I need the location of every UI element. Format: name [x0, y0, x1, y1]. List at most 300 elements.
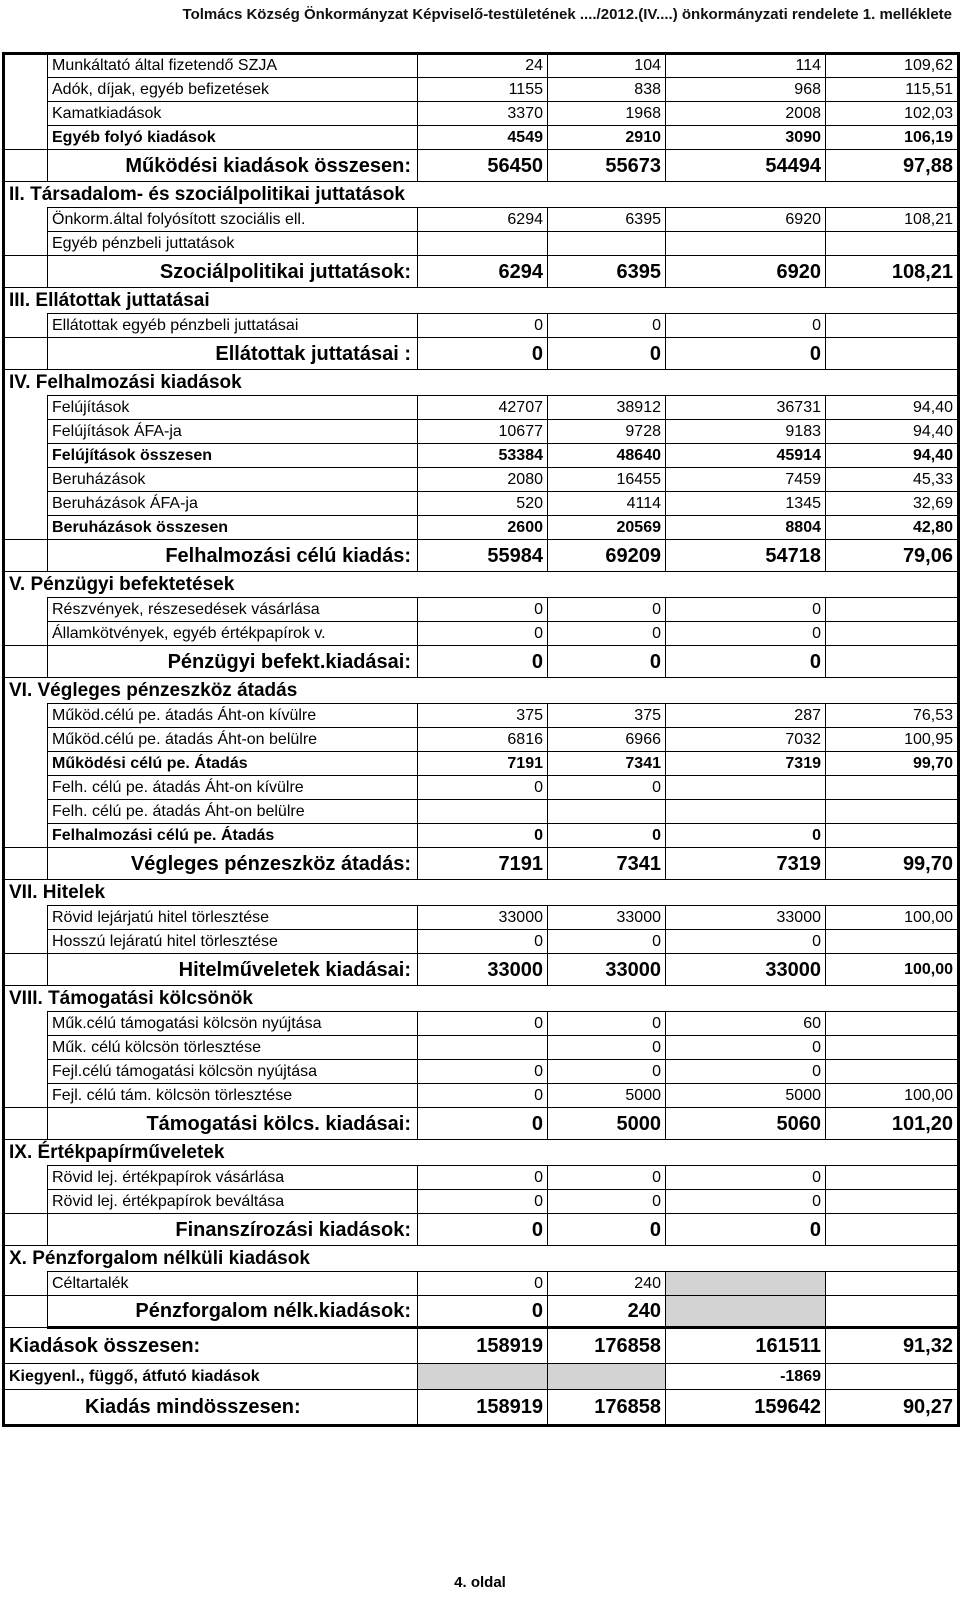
value-cell-v3: 33000	[666, 906, 826, 930]
row-label: Egyéb pénzbeli juttatások	[48, 232, 418, 256]
percent-cell	[826, 646, 959, 678]
value-cell-v3: 5000	[666, 1084, 826, 1108]
value-cell-v2: 0	[548, 776, 666, 800]
value-cell-v1: 0	[418, 1060, 548, 1084]
row-label: Felhalmozási célú pe. Átadás	[48, 824, 418, 848]
value-cell-v3: 7459	[666, 468, 826, 492]
row-label: Rövid lej. értékpapírok vásárlása	[48, 1166, 418, 1190]
total-row	[4, 1108, 959, 1140]
value-cell-v3: 54494	[666, 150, 826, 182]
row-label: Felh. célú pe. átadás Áht-on belülre	[48, 800, 418, 824]
value-cell-v1: 0	[418, 338, 548, 370]
row-label: Hosszú lejáratú hitel törlesztése	[48, 930, 418, 954]
value-cell-v1: 2080	[418, 468, 548, 492]
table-row	[4, 1036, 959, 1060]
indent-cell	[4, 824, 48, 848]
percent-cell: 94,40	[826, 420, 959, 444]
value-cell-v1: 42707	[418, 396, 548, 420]
row-label: Működ.célú pe. átadás Áht-on belülre	[48, 728, 418, 752]
table-row	[4, 54, 959, 78]
percent-cell	[826, 1166, 959, 1190]
value-cell-v3: 968	[666, 78, 826, 102]
indent-cell	[4, 256, 48, 288]
percent-cell: 115,51	[826, 78, 959, 102]
row-label: Egyéb folyó kiadások	[48, 126, 418, 150]
section-heading-row	[4, 288, 959, 314]
section-heading-row	[4, 182, 959, 208]
indent-cell	[4, 622, 48, 646]
percent-cell	[826, 1272, 959, 1296]
indent-cell	[4, 930, 48, 954]
table-row	[4, 824, 959, 848]
value-cell-v2: 0	[548, 1166, 666, 1190]
total-row	[4, 848, 959, 880]
value-cell-v2: 240	[548, 1272, 666, 1296]
row-label: Kamatkiadások	[48, 102, 418, 126]
table-row	[4, 704, 959, 728]
indent-cell	[4, 954, 48, 986]
value-cell-v2: 5000	[548, 1108, 666, 1140]
value-cell-v3: 33000	[666, 954, 826, 986]
value-cell-v2: 5000	[548, 1084, 666, 1108]
section-heading-row	[4, 1140, 959, 1166]
row-label: Működési célú pe. Átadás	[48, 752, 418, 776]
table-row	[4, 1084, 959, 1108]
value-cell-v1: 6816	[418, 728, 548, 752]
table-row	[4, 598, 959, 622]
value-cell-v1: 1155	[418, 78, 548, 102]
percent-cell	[826, 1296, 959, 1328]
value-cell-v3	[666, 232, 826, 256]
value-cell-v2: 33000	[548, 954, 666, 986]
indent-cell	[4, 492, 48, 516]
row-label: Ellátottak juttatásai :	[48, 338, 418, 370]
section-heading-row	[4, 1246, 959, 1272]
percent-cell: 100,00	[826, 954, 959, 986]
page-number: 4. oldal	[454, 1574, 506, 1591]
row-label: Részvények, részesedések vásárlása	[48, 598, 418, 622]
section-title: VI. Végleges pénzeszköz átadás	[9, 680, 298, 701]
value-cell-v1: 0	[418, 622, 548, 646]
value-cell-v2: 7341	[548, 848, 666, 880]
section-heading-row	[4, 678, 959, 704]
row-label: Rövid lej. értékpapírok beváltása	[48, 1190, 418, 1214]
indent-cell	[4, 232, 48, 256]
percent-cell: 106,19	[826, 126, 959, 150]
value-cell-v1: 0	[418, 1166, 548, 1190]
value-cell-v1: 56450	[418, 150, 548, 182]
percent-cell: 99,70	[826, 848, 959, 880]
row-label: Szociálpolitikai juttatások:	[48, 256, 418, 288]
value-cell-v1: 158919	[418, 1390, 548, 1426]
value-cell-v2: 16455	[548, 468, 666, 492]
value-cell-v1: 0	[418, 1190, 548, 1214]
table-row	[4, 752, 959, 776]
row-label: Beruházások	[48, 468, 418, 492]
indent-cell	[4, 1084, 48, 1108]
value-cell-v3: -1869	[666, 1364, 826, 1390]
value-cell-v2: 0	[548, 622, 666, 646]
indent-cell	[4, 102, 48, 126]
value-cell-v1: 4549	[418, 126, 548, 150]
indent-cell	[4, 54, 48, 78]
value-cell-v2: 0	[548, 1036, 666, 1060]
value-cell-v1	[418, 1036, 548, 1060]
value-cell-v1	[418, 1364, 548, 1390]
value-cell-v3: 3090	[666, 126, 826, 150]
value-cell-v1: 0	[418, 646, 548, 678]
value-cell-v3: 0	[666, 646, 826, 678]
value-cell-v3: 1345	[666, 492, 826, 516]
percent-cell: 94,40	[826, 444, 959, 468]
section-title: VIII. Támogatási kölcsönök	[9, 988, 253, 1009]
value-cell-v2: 176858	[548, 1328, 666, 1364]
value-cell-v3: 287	[666, 704, 826, 728]
indent-cell	[4, 468, 48, 492]
percent-cell: 94,40	[826, 396, 959, 420]
total-row	[4, 540, 959, 572]
percent-cell	[826, 1012, 959, 1036]
row-label: Kiadás mindösszesen:	[4, 1390, 418, 1426]
table-row	[4, 800, 959, 824]
value-cell-v3: 0	[666, 1214, 826, 1246]
value-cell-v1: 10677	[418, 420, 548, 444]
section-heading-row	[4, 986, 959, 1012]
value-cell-v2: 0	[548, 824, 666, 848]
value-cell-v2: 0	[548, 1060, 666, 1084]
indent-cell	[4, 208, 48, 232]
row-label: Kiadások összesen:	[4, 1328, 418, 1364]
value-cell-v3	[666, 776, 826, 800]
table-row	[4, 314, 959, 338]
table-row	[4, 728, 959, 752]
value-cell-v1: 6294	[418, 208, 548, 232]
indent-cell	[4, 704, 48, 728]
percent-cell: 108,21	[826, 256, 959, 288]
table-row	[4, 1012, 959, 1036]
value-cell-v1: 3370	[418, 102, 548, 126]
indent-cell	[4, 314, 48, 338]
row-label: Műk.célú támogatási kölcsön nyújtása	[48, 1012, 418, 1036]
row-label: Pénzügyi befekt.kiadásai:	[48, 646, 418, 678]
percent-cell	[826, 824, 959, 848]
table-row	[4, 208, 959, 232]
total-row	[4, 954, 959, 986]
value-cell-v2	[548, 1364, 666, 1390]
percent-cell	[826, 622, 959, 646]
total-row	[4, 150, 959, 182]
section-title: V. Pénzügyi befektetések	[9, 574, 235, 595]
page-header: Tolmács Község Önkormányzat Képviselő-testületének ..../2012.(IV....) önkormányzati rendelete 1. melléklete	[182, 6, 952, 23]
percent-cell: 100,00	[826, 1084, 959, 1108]
indent-cell	[4, 126, 48, 150]
percent-cell: 42,80	[826, 516, 959, 540]
indent-cell	[4, 444, 48, 468]
row-label: Felújítások	[48, 396, 418, 420]
row-label: Támogatási kölcs. kiadásai:	[48, 1108, 418, 1140]
total-row	[4, 338, 959, 370]
value-cell-v2: 9728	[548, 420, 666, 444]
value-cell-v3: 36731	[666, 396, 826, 420]
indent-cell	[4, 1296, 48, 1328]
indent-cell	[4, 1214, 48, 1246]
table-row	[4, 776, 959, 800]
value-cell-v1: 24	[418, 54, 548, 78]
percent-cell	[826, 314, 959, 338]
value-cell-v3: 8804	[666, 516, 826, 540]
row-label: Fejl.célú támogatási kölcsön nyújtása	[48, 1060, 418, 1084]
value-cell-v3: 0	[666, 598, 826, 622]
table-row	[4, 1166, 959, 1190]
value-cell-v3: 0	[666, 1190, 826, 1214]
percent-cell: 101,20	[826, 1108, 959, 1140]
indent-cell	[4, 906, 48, 930]
value-cell-v2: 7341	[548, 752, 666, 776]
row-label: Finanszírozási kiadások:	[48, 1214, 418, 1246]
value-cell-v2: 20569	[548, 516, 666, 540]
indent-cell	[4, 1272, 48, 1296]
indent-cell	[4, 800, 48, 824]
table-row	[4, 1272, 959, 1296]
value-cell-v3: 0	[666, 1036, 826, 1060]
indent-cell	[4, 78, 48, 102]
row-label: Rövid lejárjatú hitel törlesztése	[48, 906, 418, 930]
section-title: II. Társadalom- és szociálpolitikai juttatások	[9, 184, 405, 205]
section-title: IX. Értékpapírműveletek	[9, 1142, 225, 1163]
indent-cell	[4, 848, 48, 880]
row-label: Ellátottak egyéb pénzbeli juttatásai	[48, 314, 418, 338]
value-cell-v2	[548, 232, 666, 256]
indent-cell	[4, 1012, 48, 1036]
value-cell-v1: 158919	[418, 1328, 548, 1364]
value-cell-v2: 69209	[548, 540, 666, 572]
row-label: Kiegyenl., függő, átfutó kiadások	[4, 1364, 418, 1390]
row-label: Pénzforgalom nélk.kiadások:	[48, 1296, 418, 1328]
value-cell-v1: 33000	[418, 954, 548, 986]
total-row	[4, 646, 959, 678]
value-cell-v1: 2600	[418, 516, 548, 540]
value-cell-v2: 33000	[548, 906, 666, 930]
value-cell-v2: 0	[548, 930, 666, 954]
indent-cell	[4, 728, 48, 752]
value-cell-v3: 2008	[666, 102, 826, 126]
row-label: Végleges pénzeszköz átadás:	[48, 848, 418, 880]
value-cell-v2: 0	[548, 598, 666, 622]
value-cell-v3: 114	[666, 54, 826, 78]
value-cell-v3: 6920	[666, 208, 826, 232]
section-title: VII. Hitelek	[9, 882, 106, 903]
value-cell-v1: 375	[418, 704, 548, 728]
section-title: X. Pénzforgalom nélküli kiadások	[9, 1248, 310, 1269]
value-cell-v2: 0	[548, 1012, 666, 1036]
value-cell-v3: 45914	[666, 444, 826, 468]
percent-cell: 76,53	[826, 704, 959, 728]
value-cell-v2: 0	[548, 338, 666, 370]
row-label: Önkorm.által folyósított szociális ell.	[48, 208, 418, 232]
percent-cell: 108,21	[826, 208, 959, 232]
table-row	[4, 468, 959, 492]
table-row	[4, 1190, 959, 1214]
section-heading-row	[4, 572, 959, 598]
row-label: Beruházások összesen	[48, 516, 418, 540]
value-cell-v2: 0	[548, 646, 666, 678]
table-row	[4, 126, 959, 150]
expenditure-table	[2, 52, 960, 1427]
value-cell-v2: 176858	[548, 1390, 666, 1426]
value-cell-v1	[418, 232, 548, 256]
value-cell-v1: 0	[418, 1296, 548, 1328]
total-row	[4, 1214, 959, 1246]
table-row	[4, 420, 959, 444]
row-label: Beruházások ÁFA-ja	[48, 492, 418, 516]
row-label: Felújítások ÁFA-ja	[48, 420, 418, 444]
percent-cell	[826, 800, 959, 824]
value-cell-v1	[418, 800, 548, 824]
total-row	[4, 1364, 959, 1390]
value-cell-v1: 0	[418, 776, 548, 800]
value-cell-v3: 159642	[666, 1390, 826, 1426]
indent-cell	[4, 420, 48, 444]
value-cell-v1: 0	[418, 1272, 548, 1296]
value-cell-v3: 9183	[666, 420, 826, 444]
value-cell-v3: 54718	[666, 540, 826, 572]
value-cell-v1: 53384	[418, 444, 548, 468]
value-cell-v2: 0	[548, 314, 666, 338]
value-cell-v3: 7319	[666, 752, 826, 776]
percent-cell: 109,62	[826, 54, 959, 78]
percent-cell: 91,32	[826, 1328, 959, 1364]
percent-cell: 100,00	[826, 906, 959, 930]
value-cell-v3: 0	[666, 338, 826, 370]
value-cell-v2: 48640	[548, 444, 666, 468]
indent-cell	[4, 752, 48, 776]
value-cell-v1: 0	[418, 1108, 548, 1140]
indent-cell	[4, 338, 48, 370]
indent-cell	[4, 516, 48, 540]
row-label: Munkáltató által fizetendő SZJA	[48, 54, 418, 78]
value-cell-v1: 7191	[418, 848, 548, 880]
percent-cell	[826, 930, 959, 954]
percent-cell	[826, 1214, 959, 1246]
value-cell-v3: 5060	[666, 1108, 826, 1140]
value-cell-v3: 0	[666, 314, 826, 338]
table-row	[4, 930, 959, 954]
section-title: IV. Felhalmozási kiadások	[9, 372, 242, 393]
row-label: Fejl. célú tám. kölcsön törlesztése	[48, 1084, 418, 1108]
percent-cell	[826, 338, 959, 370]
percent-cell: 99,70	[826, 752, 959, 776]
indent-cell	[4, 396, 48, 420]
indent-cell	[4, 776, 48, 800]
value-cell-v2: 838	[548, 78, 666, 102]
value-cell-v3: 0	[666, 824, 826, 848]
value-cell-v2: 6966	[548, 728, 666, 752]
value-cell-v3	[666, 1296, 826, 1328]
table-row	[4, 492, 959, 516]
indent-cell	[4, 540, 48, 572]
value-cell-v2: 0	[548, 1190, 666, 1214]
row-label: Műk. célú kölcsön törlesztése	[48, 1036, 418, 1060]
percent-cell: 100,95	[826, 728, 959, 752]
value-cell-v1: 7191	[418, 752, 548, 776]
value-cell-v3	[666, 800, 826, 824]
value-cell-v2: 6395	[548, 208, 666, 232]
percent-cell: 32,69	[826, 492, 959, 516]
row-label: Működ.célú pe. átadás Áht-on kívülre	[48, 704, 418, 728]
row-label: Felhalmozási célú kiadás:	[48, 540, 418, 572]
row-label: Működési kiadások összesen:	[48, 150, 418, 182]
percent-cell: 97,88	[826, 150, 959, 182]
indent-cell	[4, 1036, 48, 1060]
row-label: Államkötvények, egyéb értékpapírok v.	[48, 622, 418, 646]
value-cell-v3: 6920	[666, 256, 826, 288]
value-cell-v3: 60	[666, 1012, 826, 1036]
value-cell-v3: 0	[666, 930, 826, 954]
percent-cell: 90,27	[826, 1390, 959, 1426]
value-cell-v1: 0	[418, 1214, 548, 1246]
table-row	[4, 232, 959, 256]
row-label: Adók, díjak, egyéb befizetések	[48, 78, 418, 102]
row-label: Felújítások összesen	[48, 444, 418, 468]
indent-cell	[4, 1108, 48, 1140]
percent-cell: 45,33	[826, 468, 959, 492]
table-row	[4, 78, 959, 102]
indent-cell	[4, 1060, 48, 1084]
total-row	[4, 1328, 959, 1364]
value-cell-v2: 2910	[548, 126, 666, 150]
value-cell-v3: 0	[666, 1166, 826, 1190]
value-cell-v1: 0	[418, 1084, 548, 1108]
indent-cell	[4, 150, 48, 182]
value-cell-v2: 55673	[548, 150, 666, 182]
percent-cell: 79,06	[826, 540, 959, 572]
table-row	[4, 906, 959, 930]
value-cell-v2: 6395	[548, 256, 666, 288]
row-label: Felh. célú pe. átadás Áht-on kívülre	[48, 776, 418, 800]
value-cell-v3: 7032	[666, 728, 826, 752]
value-cell-v1: 0	[418, 930, 548, 954]
value-cell-v1: 33000	[418, 906, 548, 930]
percent-cell	[826, 1036, 959, 1060]
value-cell-v1: 0	[418, 598, 548, 622]
value-cell-v1: 0	[418, 824, 548, 848]
percent-cell	[826, 598, 959, 622]
value-cell-v2: 38912	[548, 396, 666, 420]
table-row	[4, 516, 959, 540]
table-row	[4, 396, 959, 420]
value-cell-v2	[548, 800, 666, 824]
table-row	[4, 102, 959, 126]
section-title: III. Ellátottak juttatásai	[9, 290, 210, 311]
value-cell-v1: 0	[418, 1012, 548, 1036]
value-cell-v3: 7319	[666, 848, 826, 880]
indent-cell	[4, 598, 48, 622]
value-cell-v3: 0	[666, 622, 826, 646]
value-cell-v3: 161511	[666, 1328, 826, 1364]
value-cell-v2: 1968	[548, 102, 666, 126]
value-cell-v3	[666, 1272, 826, 1296]
section-heading-row	[4, 880, 959, 906]
percent-cell	[826, 1060, 959, 1084]
table-row	[4, 444, 959, 468]
row-label: Céltartalék	[48, 1272, 418, 1296]
percent-cell	[826, 232, 959, 256]
value-cell-v1: 55984	[418, 540, 548, 572]
value-cell-v2: 4114	[548, 492, 666, 516]
percent-cell: 102,03	[826, 102, 959, 126]
value-cell-v1: 0	[418, 314, 548, 338]
value-cell-v2: 104	[548, 54, 666, 78]
